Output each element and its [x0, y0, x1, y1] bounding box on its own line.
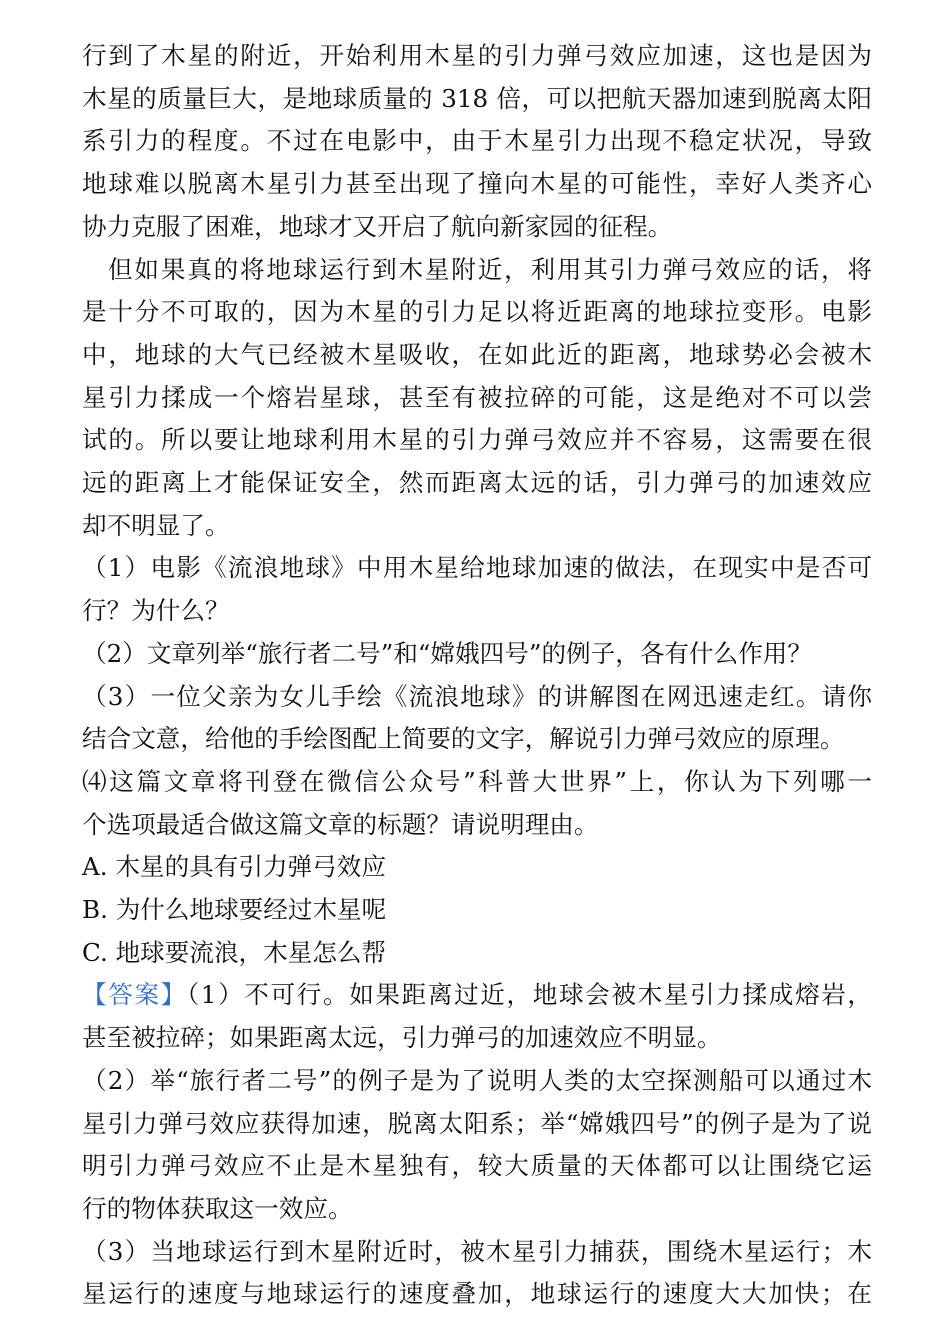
passage-paragraph-2	[82, 249, 872, 548]
question-4	[82, 761, 872, 846]
text-line: 星运行的速度与地球运行的速度叠加，地球运行的速度大大加快；在	[82, 1279, 872, 1309]
text-line: 木星的质量巨大，是地球质量的 318 倍，可以把航天器加速到脱离太阳	[82, 83, 872, 113]
answer-part-2	[82, 1060, 872, 1231]
answer-text: （1）不可行。如果距离过近，地球会被木星引力揉成熔岩，	[186, 980, 872, 1010]
text-line: 却不明显了。	[82, 510, 230, 540]
text-line: 协力克服了困难，地球才又开启了航向新家园的征程。	[82, 211, 673, 241]
answer-part-3	[82, 1231, 872, 1316]
question-2	[82, 633, 872, 676]
text-line: 行到了木星的附近，开始利用木星的引力弹弓效应加速，这也是因为	[82, 41, 872, 70]
text-line: 中，地球的大气已经被木星吸收，在如此近的距离，地球势必会被木	[82, 339, 872, 369]
passage-paragraph-1	[82, 35, 872, 249]
text-line: 星引力弹弓效应获得加速，脱离太阳系；举“嫦娥四号”的例子是为了说	[82, 1108, 872, 1138]
text-line: 个选项最适合做这篇文章的标题？请说明理由。	[82, 809, 599, 839]
text-line: 地球难以脱离木星引力甚至出现了撞向木星的可能性，幸好人类齐心	[82, 169, 872, 199]
text-line: （2）举“旅行者二号”的例子是为了说明人类的太空探测船可以通过木	[82, 1065, 872, 1095]
text-line: ⑷这篇文章将刊登在微信公众号”科普大世界”上，你认为下列哪一	[82, 766, 872, 796]
answer-first-line	[82, 974, 872, 1017]
option-a: A. 木星的具有引力弹弓效应	[82, 852, 386, 882]
answer-tag: 【答案】	[82, 980, 187, 1010]
document-body	[82, 35, 872, 1316]
option-list	[82, 846, 872, 974]
option-b: B. 为什么地球要经过木星呢	[82, 895, 387, 925]
answer-section	[82, 974, 872, 1059]
text-line: 星引力揉成一个熔岩星球，甚至有被拉碎的可能，这是绝对不可以尝	[82, 382, 872, 412]
text-line: （1）电影《流浪地球》中用木星给地球加速的做法，在现实中是否可	[82, 553, 872, 583]
text-line: （3）当地球运行到木星附近时，被木星引力捕获，围绕木星运行；木	[82, 1236, 872, 1266]
text-line: 行的物体获取这一效应。	[82, 1193, 353, 1223]
text-line: 结合文意，给他的手绘图配上简要的文字，解说引力弹弓效应的原理。	[82, 724, 845, 754]
text-line: 甚至被拉碎；如果距离太远，引力弹弓的加速效应不明显。	[82, 1023, 722, 1053]
text-line: （2）文章列举“旅行者二号”和“嫦娥四号”的例子，各有什么作用？	[82, 638, 812, 668]
question-3	[82, 676, 872, 761]
text-line: （3）一位父亲为女儿手绘《流浪地球》的讲解图在网迅速走红。请你	[82, 681, 872, 711]
text-line: 明引力弹弓效应不止是木星独有，较大质量的天体都可以让围绕它运	[82, 1151, 872, 1181]
text-line: 远的距离上才能保证安全，然而距离太远的话，引力弹弓的加速效应	[82, 468, 872, 498]
text-line: 行？为什么？	[82, 596, 230, 626]
text-line: 但如果真的将地球运行到木星附近，利用其引力弹弓效应的话，将	[108, 254, 872, 284]
text-line: 是十分不可取的，因为木星的引力足以将近距离的地球拉变形。电影	[82, 297, 872, 327]
text-line: 试的。所以要让地球利用木星的引力弹弓效应并不容易，这需要在很	[82, 425, 872, 455]
question-1	[82, 547, 872, 632]
text-line: 系引力的程度。不过在电影中，由于木星引力出现不稳定状况，导致	[82, 126, 872, 156]
option-c: C. 地球要流浪，木星怎么帮	[82, 937, 387, 967]
